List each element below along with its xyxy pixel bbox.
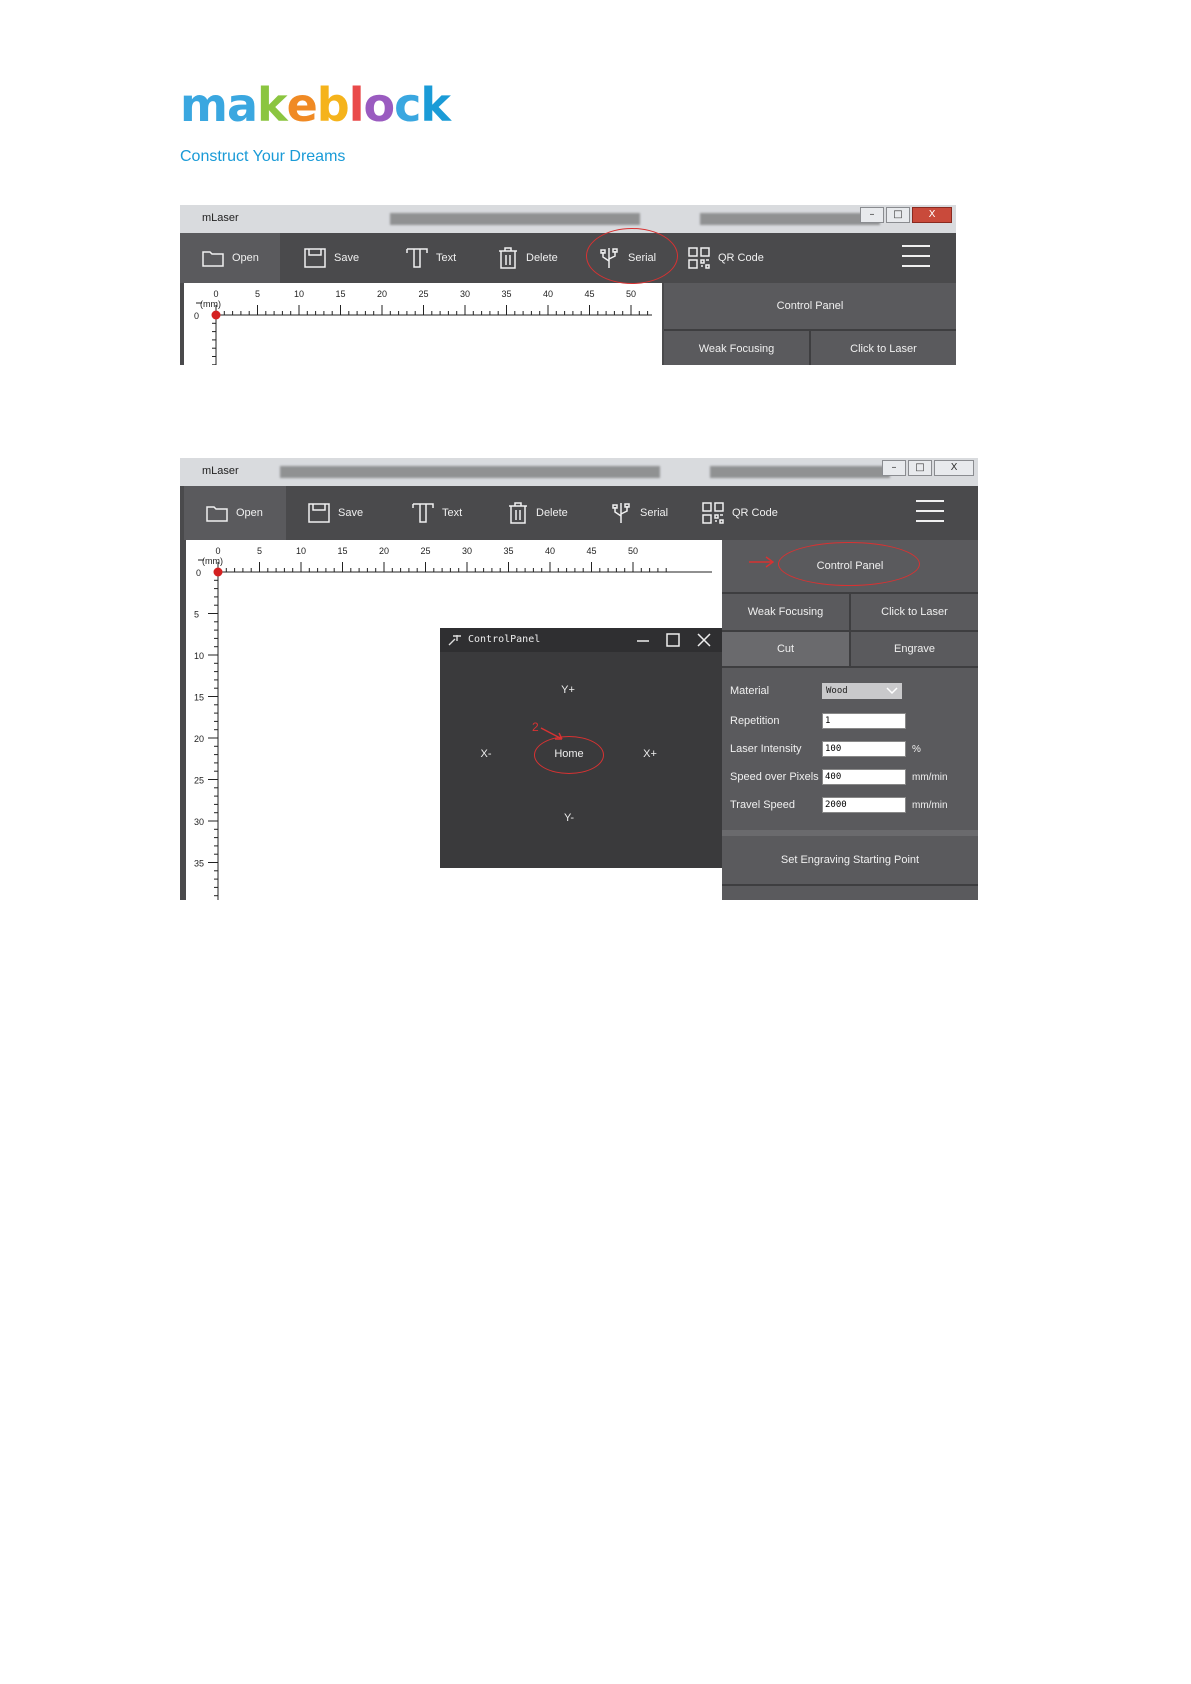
x-tick-label: 0	[215, 546, 221, 556]
x-tick-label: 45	[586, 546, 597, 556]
x-tick-label: 20	[378, 546, 390, 556]
y-tick-label: 10	[194, 651, 205, 661]
side-panel	[722, 540, 978, 900]
save-button[interactable]	[304, 233, 359, 283]
y-tick-label: 25	[194, 775, 205, 786]
control-panel-button[interactable]: Control Panel	[816, 560, 884, 572]
trash-icon	[508, 502, 528, 524]
maximize-icon[interactable]	[666, 633, 680, 647]
brand-wordmark	[180, 78, 450, 132]
qr-code-icon	[688, 247, 710, 269]
qr-code-button[interactable]	[702, 486, 778, 540]
x-tick-label: 0	[213, 289, 219, 299]
close-button[interactable]: X	[912, 207, 952, 223]
qr-code-icon	[702, 502, 724, 524]
title-bar	[180, 205, 956, 234]
open-button[interactable]	[180, 233, 280, 283]
text-button[interactable]	[406, 233, 456, 283]
mlaser-window-1	[180, 205, 956, 365]
speed-label: Speed over Pixels	[730, 771, 819, 783]
travel-speed-label: Travel Speed	[730, 799, 796, 811]
toolbar	[180, 486, 978, 540]
text-label: Text	[436, 252, 457, 264]
folder-icon	[202, 249, 224, 267]
material-label: Material	[730, 685, 770, 697]
x-tick-label: 15	[337, 546, 348, 556]
x-tick-label: 10	[293, 289, 305, 299]
side-panel	[664, 283, 956, 365]
hamburger-menu-icon[interactable]	[902, 245, 930, 269]
brand-tagline: Construct Your Dreams	[180, 148, 346, 165]
hamburger-menu-icon[interactable]	[916, 500, 944, 524]
save-label: Save	[334, 252, 360, 264]
home-button[interactable]: Home	[554, 748, 584, 760]
speed-row	[730, 766, 970, 788]
y-tick-label: 15	[194, 692, 205, 703]
y-tick-label: 0	[196, 568, 202, 578]
trash-icon	[498, 247, 518, 269]
repetition-input[interactable]	[822, 713, 906, 729]
app-title: mLaser	[202, 465, 239, 477]
chevron-down-icon	[886, 687, 898, 695]
travel-speed-row	[730, 794, 970, 816]
laser-intensity-input[interactable]	[822, 741, 906, 757]
x-tick-label: 40	[542, 289, 554, 299]
click-to-laser-button[interactable]: Click to Laser	[881, 606, 948, 618]
x-tick-label: 30	[461, 546, 473, 556]
x-tick-label: 10	[295, 546, 307, 556]
serial-label: Serial	[628, 252, 657, 264]
logo-letter: m	[180, 78, 227, 132]
repetition-row	[730, 710, 970, 732]
logo-letter: a	[226, 78, 257, 132]
text-label: Text	[442, 507, 463, 519]
laser-intensity-unit: %	[912, 743, 921, 755]
serial-button[interactable]	[598, 233, 656, 283]
close-button[interactable]: X	[934, 460, 974, 476]
maximize-button[interactable]: □	[908, 460, 932, 476]
delete-label: Delete	[526, 252, 558, 264]
x-tick-label: 50	[625, 289, 637, 299]
x-tick-label: 5	[254, 289, 261, 299]
x-tick-label: 15	[335, 289, 346, 299]
mlaser-window-2	[180, 458, 978, 900]
save-icon	[304, 248, 326, 268]
open-button[interactable]	[184, 486, 286, 540]
x-tick-label: 35	[501, 289, 512, 299]
text-icon	[406, 248, 428, 268]
delete-label: Delete	[536, 507, 568, 519]
text-icon	[412, 503, 434, 523]
qr-code-label: QR Code	[732, 507, 778, 519]
unit-label: (mm)	[200, 299, 221, 309]
save-label: Save	[338, 507, 364, 519]
speed-unit: mm/min	[912, 771, 948, 783]
x-tick-label: 20	[376, 289, 388, 299]
origin-marker	[214, 568, 223, 577]
laser-intensity-row	[730, 738, 970, 760]
travel-speed-unit: mm/min	[912, 799, 948, 811]
delete-button[interactable]	[508, 486, 568, 540]
usb-icon	[610, 502, 632, 524]
travel-speed-input[interactable]	[822, 797, 906, 813]
material-row	[730, 680, 970, 702]
x-plus-button[interactable]: X+	[643, 748, 657, 760]
close-icon[interactable]	[697, 633, 711, 647]
y-tick-label: 30	[194, 817, 205, 827]
usb-icon	[598, 247, 620, 269]
x-tick-label: 35	[503, 546, 514, 556]
step-1-arrow-icon	[748, 556, 776, 568]
save-icon	[308, 503, 330, 523]
y-tick-label: 0	[194, 311, 200, 321]
dialog-title-bar	[440, 628, 722, 652]
x-tick-label: 50	[627, 546, 639, 556]
weak-focusing-button[interactable]: Weak Focusing	[747, 606, 824, 618]
laser-intensity-label: Laser Intensity	[730, 743, 802, 755]
logo-letter: k	[420, 78, 450, 132]
x-tick-label: 40	[544, 546, 556, 556]
cut-tab[interactable]: Cut	[722, 632, 849, 666]
open-label: Open	[232, 252, 259, 264]
weak-focusing-button[interactable]: Weak Focusing	[698, 343, 775, 355]
set-engraving-start-button[interactable]: Set Engraving Starting Point	[780, 854, 920, 866]
material-select[interactable]	[822, 683, 902, 699]
open-label: Open	[236, 507, 263, 519]
x-tick-label: 45	[584, 289, 595, 299]
minimize-icon[interactable]	[636, 635, 650, 647]
engrave-tab[interactable]: Engrave	[894, 643, 935, 655]
qr-code-button[interactable]	[688, 233, 764, 283]
minimize-button[interactable]: –	[882, 460, 906, 476]
control-panel-button[interactable]: Control Panel	[776, 300, 844, 312]
y-plus-button[interactable]: Y+	[561, 684, 575, 696]
serial-button[interactable]	[610, 486, 668, 540]
logo-letter: o	[363, 78, 395, 132]
qr-code-label: QR Code	[718, 252, 764, 264]
y-minus-button[interactable]: Y-	[564, 812, 574, 824]
toolbar	[180, 233, 956, 283]
control-panel-dialog	[440, 628, 722, 868]
x-tick-label: 30	[459, 289, 471, 299]
step-2-arrow-icon	[540, 726, 566, 742]
app-title: mLaser	[202, 212, 239, 224]
save-button[interactable]	[308, 486, 363, 540]
y-tick-label: 5	[194, 609, 200, 620]
minimize-button[interactable]: –	[860, 207, 884, 223]
makeblock-logo	[180, 78, 450, 132]
origin-marker	[212, 311, 221, 320]
app-icon	[448, 634, 462, 646]
click-to-laser-button[interactable]: Click to Laser	[850, 343, 917, 355]
x-minus-button[interactable]: X-	[480, 748, 492, 760]
logo-letter: b	[316, 78, 349, 132]
x-tick-label: 25	[418, 289, 429, 299]
design-canvas[interactable]	[184, 283, 662, 365]
material-value: Wood	[826, 686, 848, 696]
folder-icon	[206, 504, 228, 522]
logo-letter: k	[256, 78, 287, 132]
serial-label: Serial	[640, 507, 669, 519]
x-tick-label: 25	[420, 546, 431, 556]
logo-letter: e	[286, 78, 317, 132]
x-tick-label: 5	[256, 546, 263, 556]
title-bar	[180, 458, 978, 487]
step-2-marker: 2	[532, 720, 539, 734]
logo-letter: l	[348, 78, 364, 132]
delete-button[interactable]	[498, 233, 558, 283]
ruler	[184, 283, 662, 365]
maximize-button[interactable]: □	[886, 207, 910, 223]
unit-label: (mm)	[202, 556, 223, 566]
text-button[interactable]	[412, 486, 462, 540]
repetition-label: Repetition	[730, 715, 780, 727]
logo-letter: c	[394, 78, 421, 132]
y-tick-label: 20	[194, 734, 205, 744]
speed-input[interactable]	[822, 769, 906, 785]
y-tick-label: 35	[194, 858, 205, 869]
dialog-title: ControlPanel	[468, 634, 541, 645]
